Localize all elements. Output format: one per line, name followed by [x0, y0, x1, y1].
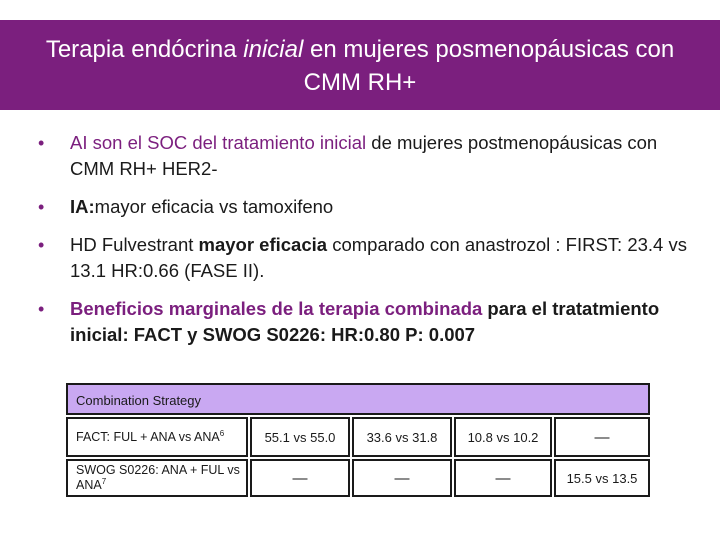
- title-text-part2: en mujeres posmenopáusicas con: [303, 36, 675, 63]
- results-table: [66, 383, 656, 498]
- bullet-4-highlight: Beneficios marginales de la terapia combinada: [70, 298, 483, 319]
- bullet-item-3: [28, 232, 688, 284]
- row2-strategy-cell: [66, 459, 248, 497]
- row1-c1: 55.1 vs 55.0: [250, 417, 350, 457]
- bullet-2-text: mayor eficacia vs tamoxifeno: [94, 196, 334, 217]
- row2-c2: —: [352, 459, 452, 497]
- row2-c3: —: [454, 459, 552, 497]
- bullet-1-highlight: AI son el SOC del tratamiento inicial: [70, 132, 367, 153]
- row1-strategy: FACT: FUL + ANA vs ANA: [76, 429, 220, 444]
- row2-strategy: SWOG S0226: ANA + FUL vs ANA: [76, 463, 240, 492]
- bullet-dot-icon: •: [38, 235, 45, 255]
- bullet-1-text: de mujeres postmenopáusicas con CMM RH+ HER2-: [70, 132, 658, 179]
- bullet-dot-icon: •: [38, 197, 45, 217]
- bullet-3-text-a: HD Fulvestrant: [70, 234, 199, 255]
- bullet-item-2: [28, 194, 688, 220]
- title-text-italic: inicial: [243, 36, 304, 63]
- slide-title: [46, 31, 674, 99]
- title-text-part1: Terapia endócrina: [45, 36, 244, 63]
- row1-c4: —: [554, 417, 650, 457]
- row1-c2: 33.6 vs 31.8: [352, 417, 452, 457]
- bullet-dot-icon: •: [38, 299, 45, 319]
- slide-title-band: [0, 20, 720, 110]
- bullet-2-label: IA:: [70, 196, 95, 217]
- bullet-item-1: [28, 130, 688, 182]
- row2-ref: 7: [101, 476, 107, 486]
- row1-c3: 10.8 vs 10.2: [454, 417, 552, 457]
- bullet-4-text: para el tratatmiento inicial: FACT y SWOG S0226: HR:0.80 P: 0.007: [70, 298, 660, 345]
- table-header-row: [66, 383, 650, 415]
- bullet-3-bold: mayor eficacia: [198, 234, 328, 255]
- row2-c4: 15.5 vs 13.5: [554, 459, 650, 497]
- table-header-label: Combination Strategy: [76, 393, 202, 408]
- row1-strategy-cell: [66, 417, 248, 457]
- bullet-dot-icon: •: [38, 133, 45, 153]
- bullet-3-text-c: comparado con anastrozol : FIRST: 23.4 vs 13.1 HR:0.66 (FASE II).: [70, 234, 687, 281]
- row2-c1: —: [250, 459, 350, 497]
- bullet-item-4: [28, 296, 688, 348]
- bullet-list: [28, 130, 688, 360]
- title-text-line2: CMM RH+: [303, 69, 417, 96]
- row1-ref: 6: [219, 428, 225, 438]
